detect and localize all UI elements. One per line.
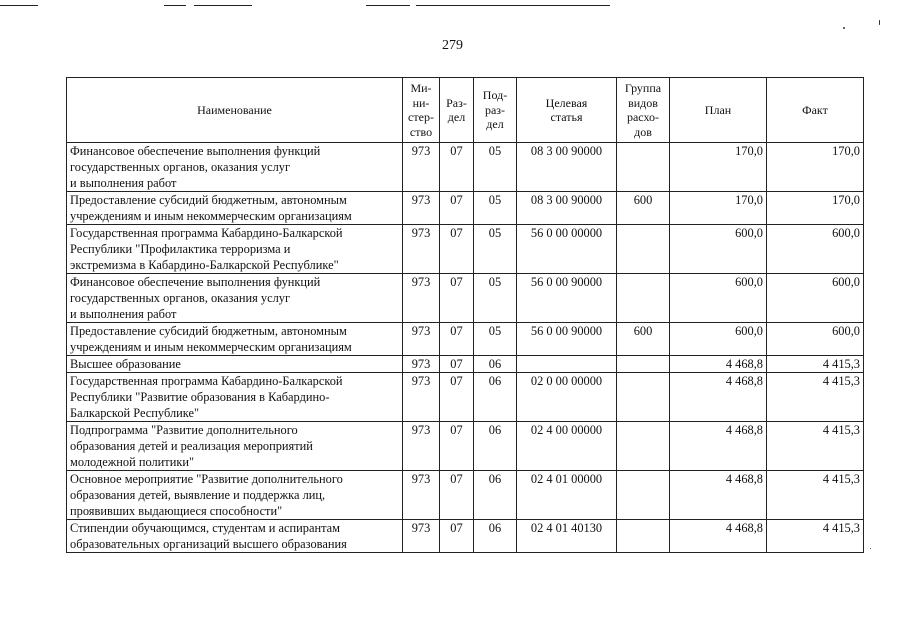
row-target-article: 08 3 00 90000 <box>517 143 617 192</box>
table-row <box>67 471 864 520</box>
row-target-article: 56 0 00 00000 <box>517 225 617 274</box>
row-target-article <box>517 356 617 373</box>
row-target-article: 08 3 00 90000 <box>517 192 617 225</box>
row-subsection: 05 <box>474 192 517 225</box>
table-row <box>67 192 864 225</box>
row-section: 07 <box>440 373 474 422</box>
row-plan: 4 468,8 <box>670 373 767 422</box>
header-target-article: Целевая статья <box>517 78 617 143</box>
row-section: 07 <box>440 274 474 323</box>
row-subsection: 06 <box>474 422 517 471</box>
row-expense-group <box>617 143 670 192</box>
row-target-article: 02 0 00 00000 <box>517 373 617 422</box>
scan-speck <box>843 27 845 29</box>
row-ministry: 973 <box>403 323 440 356</box>
row-name: Финансовое обеспечение выполнения функций государственных органов, оказания услуг и выполнения работ <box>67 274 403 323</box>
row-plan: 170,0 <box>670 143 767 192</box>
row-fact: 600,0 <box>767 225 864 274</box>
row-plan: 4 468,8 <box>670 356 767 373</box>
row-name: Стипендии обучающимся, студентам и аспирантам образовательных организаций высшего образования <box>67 520 403 553</box>
table-row <box>67 274 864 323</box>
row-expense-group <box>617 520 670 553</box>
row-section: 07 <box>440 520 474 553</box>
table-row <box>67 373 864 422</box>
scan-edge-line <box>164 5 186 6</box>
row-ministry: 973 <box>403 225 440 274</box>
row-expense-group: 600 <box>617 192 670 225</box>
row-name: Государственная программа Кабардино-Балкарской Республики "Профилактика терроризма и экстремизма в Кабардино-Балкарской Республике" <box>67 225 403 274</box>
row-expense-group <box>617 471 670 520</box>
row-target-article: 02 4 00 00000 <box>517 422 617 471</box>
row-ministry: 973 <box>403 356 440 373</box>
table-header-row <box>67 78 864 143</box>
row-subsection: 05 <box>474 274 517 323</box>
row-name: Высшее образование <box>67 356 403 373</box>
scan-edge-line <box>366 5 410 6</box>
row-expense-group <box>617 356 670 373</box>
row-plan: 4 468,8 <box>670 471 767 520</box>
row-fact: 600,0 <box>767 274 864 323</box>
row-name: Финансовое обеспечение выполнения функций государственных органов, оказания услуг и выполнения работ <box>67 143 403 192</box>
table-row <box>67 143 864 192</box>
row-target-article: 02 4 01 00000 <box>517 471 617 520</box>
row-fact: 170,0 <box>767 143 864 192</box>
row-name: Государственная программа Кабардино-Балкарской Республики "Развитие образования в Кабардино- Балкарской Республике" <box>67 373 403 422</box>
row-section: 07 <box>440 192 474 225</box>
scan-edge-line <box>194 5 252 6</box>
header-expense-group: Группа видов расхо- дов <box>617 78 670 143</box>
row-name: Основное мероприятие "Развитие дополнительного образования детей, выявление и поддержка лиц, проявивших выдающиеся способности" <box>67 471 403 520</box>
row-ministry: 973 <box>403 143 440 192</box>
row-plan: 600,0 <box>670 323 767 356</box>
row-subsection: 06 <box>474 356 517 373</box>
row-fact: 4 415,3 <box>767 520 864 553</box>
row-fact: 4 415,3 <box>767 373 864 422</box>
row-ministry: 973 <box>403 192 440 225</box>
row-section: 07 <box>440 471 474 520</box>
row-fact: 600,0 <box>767 323 864 356</box>
row-ministry: 973 <box>403 373 440 422</box>
row-target-article: 02 4 01 40130 <box>517 520 617 553</box>
row-subsection: 06 <box>474 520 517 553</box>
header-plan: План <box>670 78 767 143</box>
header-name: Наименование <box>67 78 403 143</box>
row-section: 07 <box>440 225 474 274</box>
row-subsection: 06 <box>474 471 517 520</box>
row-section: 07 <box>440 323 474 356</box>
row-ministry: 973 <box>403 422 440 471</box>
budget-table <box>66 77 864 553</box>
row-name: Предоставление субсидий бюджетным, автономным учреждениям и иным некоммерческим организациям <box>67 192 403 225</box>
scan-speck <box>870 548 871 549</box>
row-plan: 170,0 <box>670 192 767 225</box>
header-fact: Факт <box>767 78 864 143</box>
row-subsection: 05 <box>474 225 517 274</box>
row-expense-group <box>617 422 670 471</box>
row-target-article: 56 0 00 90000 <box>517 274 617 323</box>
row-fact: 4 415,3 <box>767 356 864 373</box>
row-plan: 600,0 <box>670 274 767 323</box>
scan-speck <box>879 20 880 25</box>
row-expense-group <box>617 373 670 422</box>
scan-edge-line <box>0 5 38 6</box>
row-fact: 170,0 <box>767 192 864 225</box>
row-ministry: 973 <box>403 471 440 520</box>
table-row <box>67 520 864 553</box>
row-section: 07 <box>440 422 474 471</box>
scan-edge-line <box>416 5 610 6</box>
table-row <box>67 356 864 373</box>
row-subsection: 06 <box>474 373 517 422</box>
row-fact: 4 415,3 <box>767 471 864 520</box>
row-subsection: 05 <box>474 143 517 192</box>
table-row <box>67 323 864 356</box>
page-number: 279 <box>442 38 463 53</box>
row-ministry: 973 <box>403 520 440 553</box>
row-target-article: 56 0 00 90000 <box>517 323 617 356</box>
row-subsection: 05 <box>474 323 517 356</box>
row-fact: 4 415,3 <box>767 422 864 471</box>
row-expense-group: 600 <box>617 323 670 356</box>
row-plan: 4 468,8 <box>670 520 767 553</box>
row-expense-group <box>617 225 670 274</box>
row-plan: 600,0 <box>670 225 767 274</box>
row-expense-group <box>617 274 670 323</box>
header-subsection: Под- раз- дел <box>474 78 517 143</box>
header-section: Раз- дел <box>440 78 474 143</box>
row-name: Предоставление субсидий бюджетным, автономным учреждениям и иным некоммерческим организациям <box>67 323 403 356</box>
row-name: Подпрограмма "Развитие дополнительного образования детей и реализация мероприятий молодежной политики" <box>67 422 403 471</box>
header-ministry: Ми- ни- стер- ство <box>403 78 440 143</box>
row-plan: 4 468,8 <box>670 422 767 471</box>
row-ministry: 973 <box>403 274 440 323</box>
table-row <box>67 225 864 274</box>
table-row <box>67 422 864 471</box>
row-section: 07 <box>440 143 474 192</box>
row-section: 07 <box>440 356 474 373</box>
